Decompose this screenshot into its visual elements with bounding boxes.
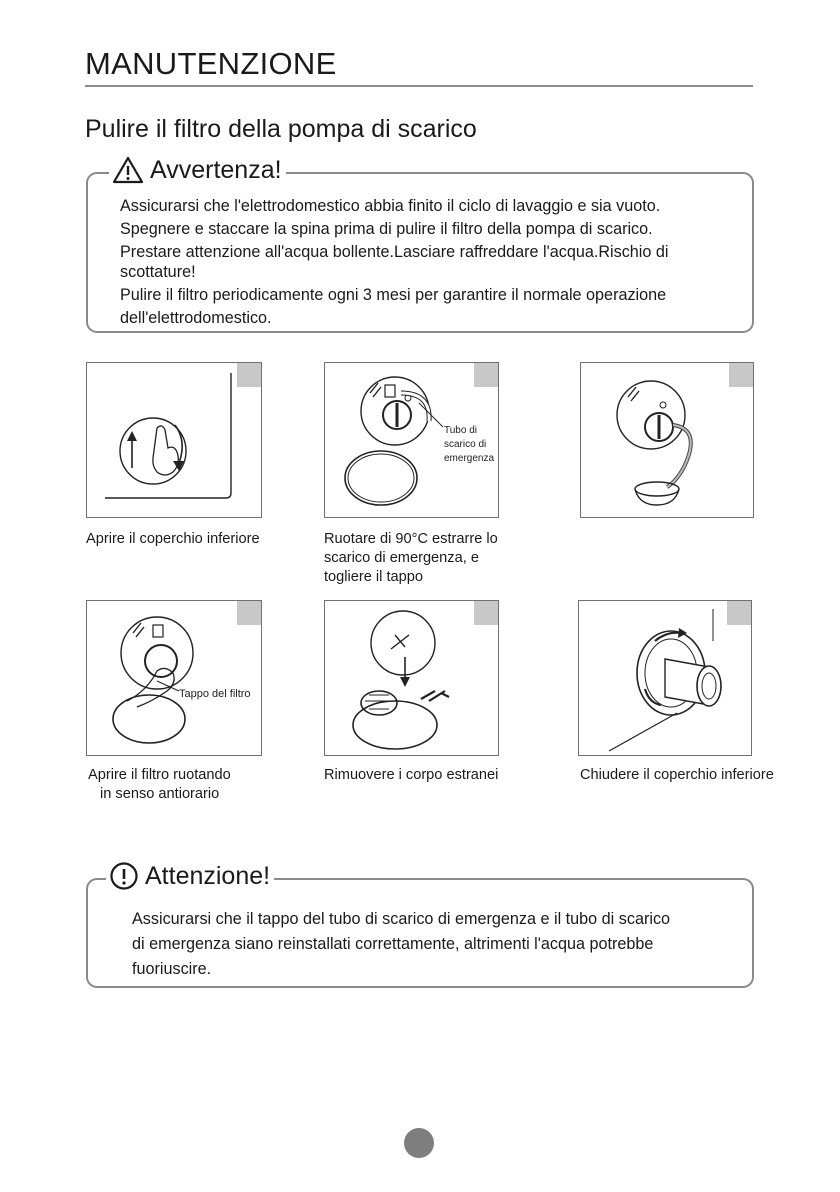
- water-draining-illustration: [581, 363, 753, 517]
- step-4-caption: [88, 766, 231, 804]
- step-2-caption: [324, 530, 498, 587]
- caution-label-text: Attenzione!: [145, 862, 271, 890]
- title-divider: [85, 85, 753, 87]
- callout-line: emergenza: [444, 453, 495, 464]
- step-4-figure: [86, 600, 262, 756]
- warning-label: [109, 155, 286, 185]
- warning-line: Assicurarsi che l'elettrodomestico abbia finito il ciclo di lavaggio e sia vuoto.: [120, 197, 661, 215]
- step-6-caption: [580, 766, 774, 785]
- caption-line: Aprire il coperchio inferiore: [86, 531, 260, 547]
- warning-line: dell'elettrodomestico.: [120, 309, 272, 328]
- caution-line: di emergenza siano reinstallati correttamente, altrimenti l'acqua potrebbe: [132, 935, 654, 953]
- warning-line: scottature!: [120, 262, 196, 281]
- panel-open-illustration: [87, 363, 261, 517]
- step-2-figure: [324, 362, 499, 518]
- warning-line: Spegnere e staccare la spina prima di pulire il filtro della pompa di scarico.: [120, 220, 653, 239]
- caution-text: [132, 907, 746, 982]
- step-1-caption: [86, 530, 260, 549]
- warning-triangle-icon: [112, 156, 144, 184]
- section-title: Pulire il filtro della pompa di scarico: [85, 115, 477, 143]
- caption-line: scarico di emergenza, e: [324, 550, 479, 566]
- step-6-figure: [578, 600, 752, 756]
- step-3-figure: [580, 362, 754, 518]
- step-5-caption: [324, 766, 498, 785]
- callout-text: Tappo del filtro: [179, 688, 251, 700]
- caution-line: Assicurarsi che il tappo del tubo di scarico di emergenza e il tubo di scarico: [132, 910, 671, 928]
- step-5-figure: [324, 600, 499, 756]
- caution-label: [106, 861, 274, 891]
- close-cover-illustration: [579, 601, 751, 755]
- callout-line: Tubo di: [444, 425, 477, 436]
- callout-line: scarico di: [444, 439, 487, 450]
- foreign-objects-illustration: [325, 601, 498, 755]
- caption-line: in senso antiorario: [100, 786, 220, 802]
- step-1-figure: [86, 362, 262, 518]
- caption-line: togliere il tappo: [324, 569, 423, 585]
- caption-line: Aprire il filtro ruotando: [88, 767, 231, 783]
- warning-line: Pulire il filtro periodicamente ogni 3 mesi per garantire il normale operazione: [120, 285, 667, 304]
- exclamation-circle-icon: [109, 861, 139, 891]
- emergency-drain-illustration: [325, 363, 498, 517]
- caption-line: Ruotare di 90°C estrarre lo: [324, 531, 498, 547]
- caption-line: Rimuovere i corpo estranei: [324, 767, 499, 783]
- caption-line: Chiudere il coperchio inferiore: [580, 767, 774, 783]
- warning-label-text: Avvertenza!: [150, 156, 282, 184]
- filter-unscrew-illustration: [87, 601, 261, 755]
- warning-text: [120, 195, 742, 330]
- page-title: MANUTENZIONE: [85, 46, 337, 81]
- warning-line: Prestare attenzione all'acqua bollente.Lasciare raffreddare l'acqua.Rischio di: [120, 243, 669, 262]
- caution-line: fuoriuscire.: [132, 960, 212, 978]
- page-number-dot: [404, 1128, 434, 1158]
